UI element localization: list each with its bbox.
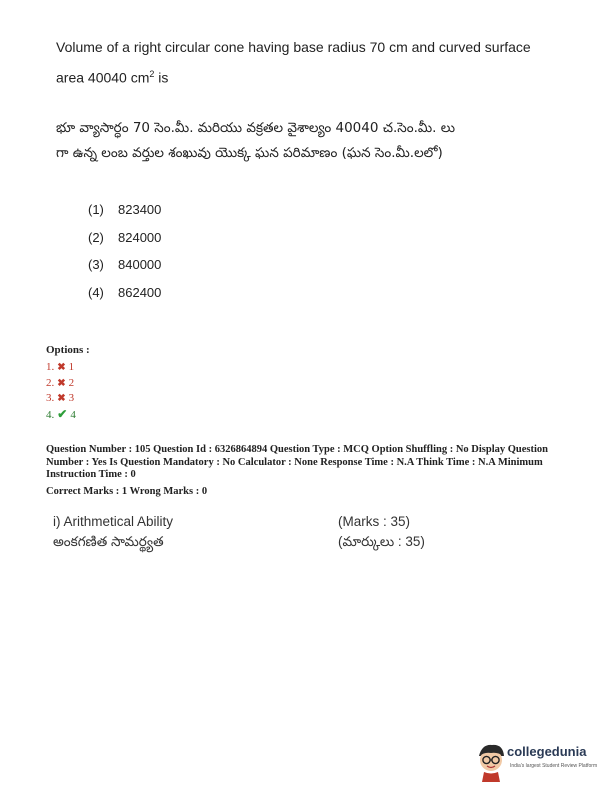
answer-row-3: 3. ✖ 3 bbox=[46, 392, 75, 404]
question-english bbox=[56, 34, 556, 92]
option-4: (4) 862400 bbox=[88, 284, 162, 300]
metadata-line: Question Number : 105 Question Id : 6326864894 Question Type : MCQ Option Shuffling : No Display Question Number : Yes Is Question Mandatory : No Calculator : None Response Time : N.A Think Time : N.A Minimum Instruction Time : 0 bbox=[46, 444, 549, 480]
option-1: (1) 823400 bbox=[88, 202, 162, 217]
question-telugu bbox=[56, 116, 556, 166]
question-line-2: area 40040 $cm^2$ is bbox=[56, 69, 169, 86]
section-title-te: అంకగణిత సామర్థ్యత bbox=[53, 534, 164, 549]
logo-tagline: India's largest Student Review Platform bbox=[510, 763, 598, 769]
mascot-icon bbox=[474, 742, 508, 782]
logo-name: collegedunia bbox=[507, 744, 587, 759]
question-metadata bbox=[46, 444, 576, 498]
cross-icon: ✖ bbox=[57, 362, 66, 373]
cross-icon: ✖ bbox=[57, 393, 66, 404]
section-marks-en: (Marks : 35) bbox=[338, 514, 411, 529]
options-title: Options : bbox=[46, 344, 90, 356]
section-marks-te: (మార్కులు : 35) bbox=[338, 534, 425, 549]
telugu-line-1: భూ వ్యాసార్ధం 70 సెం.మీ. మరియు వక్రతల వైశాల్యం 40040 చ.సెం.మీ. లు bbox=[56, 120, 456, 136]
answer-row-2: 2. ✖ 2 bbox=[46, 376, 75, 389]
telugu-line-2: గా ఉన్న లంబ వర్తుల శంఖువు యొక్క ఘన పరిమాణం (ఘన సెం.మీ.లలో) bbox=[56, 145, 443, 161]
check-icon: ✔ bbox=[57, 406, 68, 421]
collegedunia-logo bbox=[474, 742, 604, 782]
answer-row-1: 1. ✖ 1 bbox=[46, 361, 75, 373]
question-options bbox=[88, 199, 161, 309]
marks-line: Correct Marks : 1 Wrong Marks : 0 bbox=[46, 485, 208, 497]
question-line-1: Volume of a right circular cone having base radius 70 cm and curved surface bbox=[56, 39, 531, 55]
answer-options bbox=[46, 344, 90, 422]
option-2: (2) 824000 bbox=[88, 229, 162, 245]
option-3: (3) 840000 bbox=[88, 257, 162, 272]
section-header bbox=[53, 512, 453, 552]
section-title-en: i) Arithmetical Ability bbox=[53, 514, 174, 529]
answer-row-4: 4. ✔ 4 bbox=[46, 406, 76, 421]
cross-icon: ✖ bbox=[57, 377, 66, 389]
